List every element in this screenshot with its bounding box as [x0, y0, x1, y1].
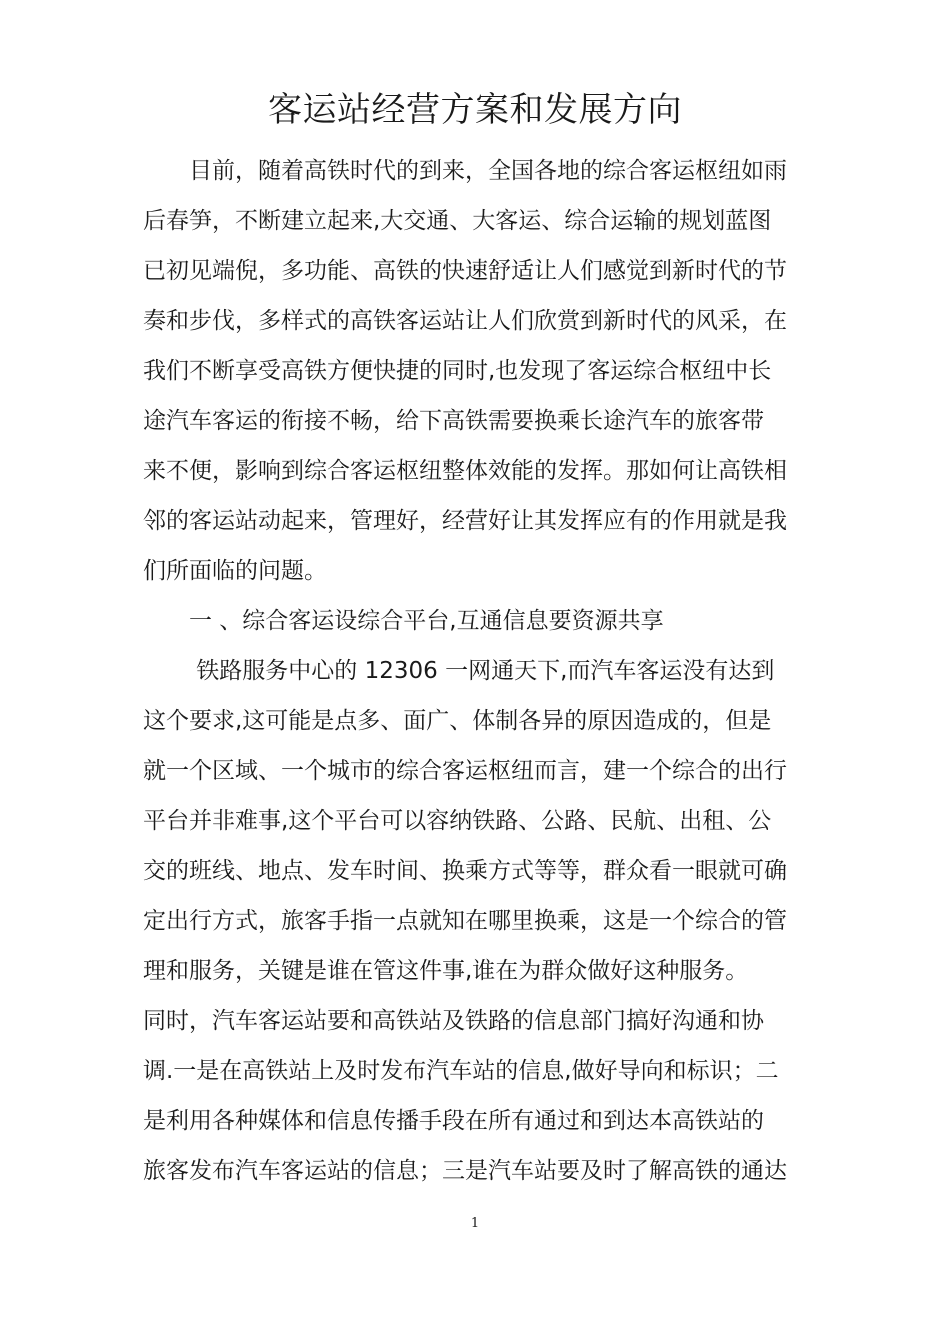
paragraph-line: 奏和步伐，多样式的高铁客运站让人们欣赏到新时代的风采，在 — [143, 308, 787, 334]
paragraph-line: 途汽车客运的衔接不畅，给下高铁需要换乘长途汽车的旅客带 — [143, 408, 764, 434]
paragraph-line: 同时，汽车客运站要和高铁站及铁路的信息部门搞好沟通和协 — [143, 1008, 764, 1034]
paragraph-line: 理和服务，关键是谁在管这件事,谁在为群众做好这种服务。 — [143, 958, 749, 984]
paragraph-line: 我们不断享受高铁方便快捷的同时,也发现了客运综合枢纽中长 — [143, 358, 772, 384]
paragraph-line: 就一个区域、一个城市的综合客运枢纽而言，建一个综合的出行 — [143, 758, 787, 784]
paragraph-line: 这个要求,这可能是点多、面广、体制各异的原因造成的，但是 — [143, 708, 772, 734]
paragraph-line: 定出行方式，旅客手指一点就知在哪里换乘，这是一个综合的管 — [143, 908, 787, 934]
paragraph-line: 目前，随着高铁时代的到来，全国各地的综合客运枢纽如雨 — [143, 158, 787, 184]
paragraph-line: 是利用各种媒体和信息传播手段在所有通过和到达本高铁站的 — [143, 1108, 764, 1134]
paragraph-line: 后春笋，不断建立起来,大交通、大客运、综合运输的规划蓝图 — [143, 208, 772, 234]
document-title: 客运站经营方案和发展方向 — [268, 90, 682, 130]
paragraph-line: 平台并非难事,这个平台可以容纳铁路、公路、民航、出租、公 — [143, 808, 772, 834]
document-body — [143, 146, 815, 1196]
paragraph-line: 们所面临的问题。 — [143, 558, 327, 584]
paragraph-line: 交的班线、地点、发车时间、换乘方式等等，群众看一眼就可确 — [143, 858, 787, 884]
section-heading: 一 、综合客运设综合平台,互通信息要资源共享 — [143, 608, 664, 634]
paragraph-line: 铁路服务中心的 12306 一网通天下,而汽车客运没有达到 — [143, 658, 775, 684]
paragraph-line: 邻的客运站动起来，管理好，经营好让其发挥应有的作用就是我 — [143, 508, 787, 534]
paragraph-line: 旅客发布汽车客运站的信息；三是汽车站要及时了解高铁的通达 — [143, 1158, 787, 1184]
paragraph-line: 已初见端倪，多功能、高铁的快速舒适让人们感觉到新时代的节 — [143, 258, 787, 284]
page-number: 1 — [470, 1216, 480, 1231]
paragraph-line: 来不便，影响到综合客运枢纽整体效能的发挥。那如何让高铁相 — [143, 458, 787, 484]
paragraph-line: 调.一是在高铁站上及时发布汽车站的信息,做好导向和标识；二 — [143, 1058, 779, 1084]
